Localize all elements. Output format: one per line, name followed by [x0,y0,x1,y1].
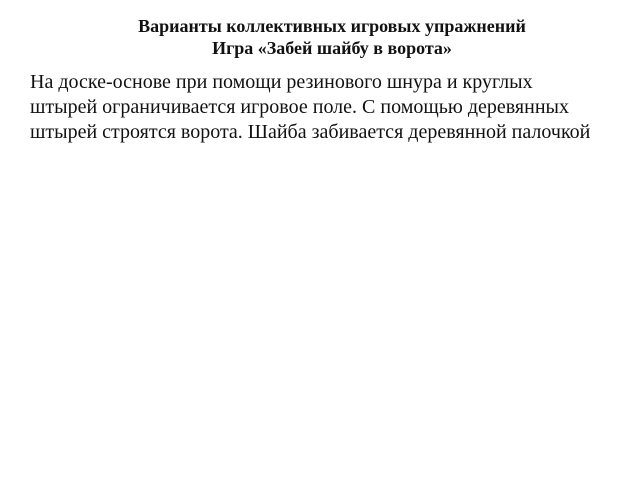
body-paragraph [30,70,635,145]
body-line-1: На доске-основе при помощи резинового шнура и круглых [30,71,533,93]
body-line-2: штырей ограничивается игровое поле. С помощью деревянных [30,96,569,118]
title-line-2: Игра «Забей шайбу в ворота» [212,38,452,58]
page-title [0,15,640,59]
body-line-3: штырей строятся ворота. Шайба забивается деревянной палочкой [30,121,591,143]
title-line-1: Варианты коллективных игровых упражнений [138,16,526,36]
